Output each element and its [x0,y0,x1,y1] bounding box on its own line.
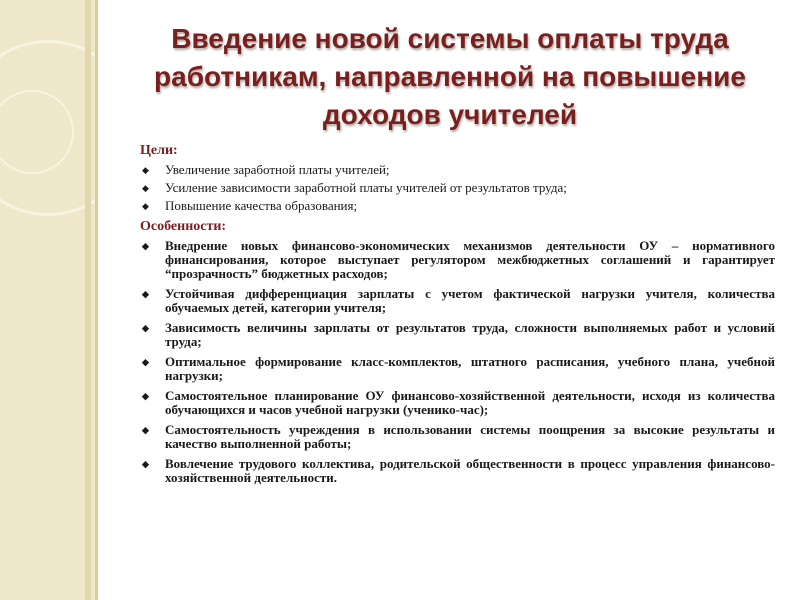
list-item: ◆ Оптимальное формирование класс-комплектов, штатного расписания, учебного плана, учебной нагрузки; [142,354,775,383]
bullet-icon: ◆ [142,459,149,469]
list-item: ◆ Вовлечение трудового коллектива, родительской общественности в процесс управления финансово-хозяйственной деятельности. [142,456,775,485]
list-item: ◆ Устойчивая дифференциация зарплаты с учетом фактической нагрузки учителя, количества обучаемых детей, категории учителя; [142,286,775,315]
bullet-icon: ◆ [142,425,149,435]
list-item: ◆ Увеличение заработной платы учителей; [142,162,390,177]
list-item: ◆ Внедрение новых финансово-экономических механизмов деятельности ОУ – нормативного финансирования, которое выступает регулятором межбюджетных соглашений и гарантирует “прозрачность” бюджетных расходов; [142,238,775,281]
bullet-icon: ◆ [142,201,149,211]
list-item: ◆ Усиление зависимости заработной платы учителей от результатов труда; [142,180,567,195]
list-item: ◆ Повышение качества образования; [142,198,358,213]
slide-title: Введение новой системы оплаты труда работникам, направленной на повышение доходов учителей [154,23,746,130]
list-item: ◆ Зависимость величины зарплаты от результатов труда, сложности выполняемых работ и условий труда; [142,320,775,349]
goals-heading: Цели: [140,143,178,158]
features-heading: Особенности: [140,219,227,234]
bullet-icon: ◆ [142,183,149,193]
bullet-icon: ◆ [142,241,149,251]
bullet-icon: ◆ [142,323,149,333]
bullet-icon: ◆ [142,391,149,401]
bullet-icon: ◆ [142,165,149,175]
decorative-stripe [85,0,91,600]
features-list [140,239,775,485]
goals-list [140,163,775,213]
bullet-icon: ◆ [142,289,149,299]
list-item: ◆ Самостоятельность учреждения в использовании системы поощрения за высокие результаты и качество выполненной работы; [142,422,775,451]
decorative-side-panel [0,0,98,600]
slide-content [140,143,775,491]
bullet-icon: ◆ [142,357,149,367]
list-item: ◆ Самостоятельное планирование ОУ финансово-хозяйственной деятельности, исходя из количества обучающихся и часов учебной нагрузки (ученико-час); [142,388,775,417]
